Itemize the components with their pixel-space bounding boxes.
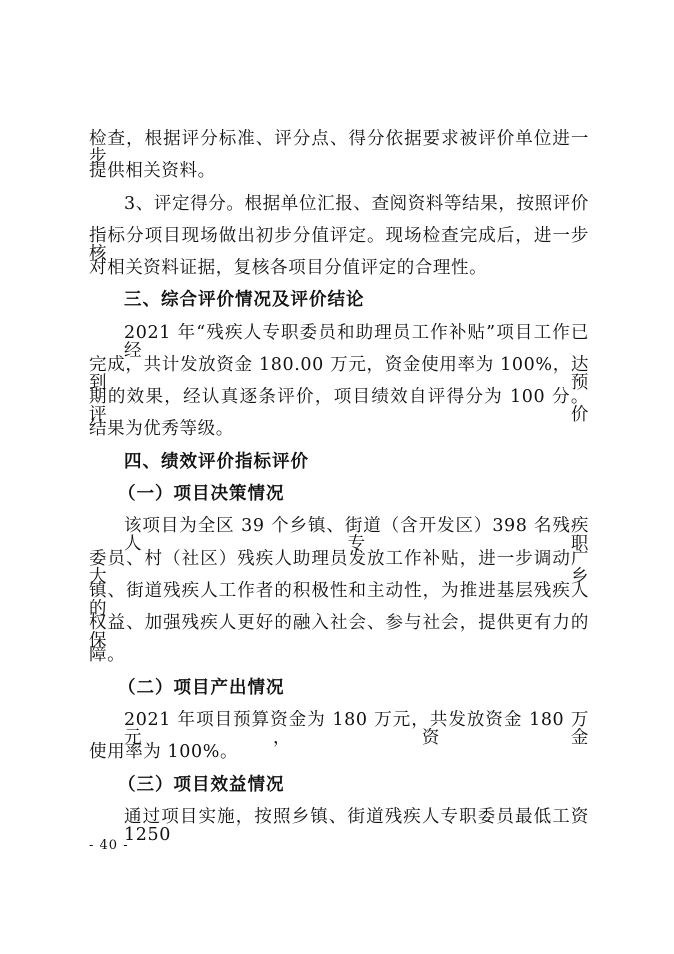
subsection-heading: （三）项目效益情况 <box>118 775 285 795</box>
body-text-line: 该项目为全区 39 个乡镇、街道（含开发区）398 名残疾人专职 <box>124 516 589 554</box>
body-text-line: 权益、加强残疾人更好的融入社会、参与社会，提供更有力的保 <box>89 613 589 651</box>
body-text-line: 使用率为 100%。 <box>89 742 239 762</box>
body-text-line: 完成，共计发放资金 180.00 万元，资金使用率为 100%，达到预 <box>89 355 589 393</box>
body-text-line: 2021 年“残疾人专职委员和助理员工作补贴”项目工作已经 <box>124 323 589 361</box>
section-heading: 四、绩效评价指标评价 <box>124 452 309 472</box>
body-text-line: 结果为优秀等级。 <box>89 419 234 439</box>
body-text-line: 2021 年项目预算资金为 180 万元，共发放资金 180 万元，资金 <box>124 710 589 748</box>
body-text-line: 对相关资料证据，复核各项目分值评定的合理性。 <box>89 258 488 278</box>
body-text-line: 3、评定得分。根据单位汇报、查阅资料等结果，按照评价 <box>124 194 589 214</box>
section-heading: 三、综合评价情况及评价结论 <box>124 290 365 310</box>
body-text-line: 期的效果，经认真逐条评价，项目绩效自评得分为 100 分。评价 <box>89 387 589 425</box>
body-text-line: 委员、村（社区）残疾人助理员发放工作补贴，进一步调动广大乡 <box>89 549 589 587</box>
body-text-line: 检查，根据评分标准、评分点、得分依据要求被评价单位进一步 <box>89 129 589 167</box>
body-text-line: 障。 <box>89 645 126 665</box>
body-text-line: 通过项目实施，按照乡镇、街道残疾人专职委员最低工资 1250 <box>124 807 589 845</box>
subsection-heading: （二）项目产出情况 <box>118 678 285 698</box>
body-text-line: 指标分项目现场做出初步分值评定。现场检查完成后，进一步核 <box>89 226 589 264</box>
body-text-line: 提供相关资料。 <box>89 161 216 181</box>
subsection-heading: （一）项目决策情况 <box>118 484 285 504</box>
body-text-line: 镇、街道残疾人工作者的积极性和主动性，为推进基层残疾人的 <box>89 581 589 619</box>
page-number: - 40 - <box>89 838 129 853</box>
